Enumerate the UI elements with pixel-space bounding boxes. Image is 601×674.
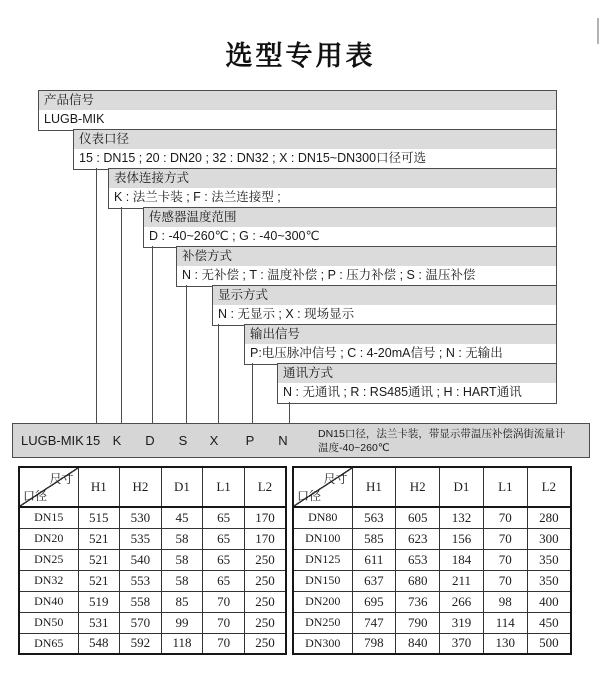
selector-header: 通讯方式 — [278, 364, 556, 383]
table-row — [293, 612, 571, 633]
dimension-cell: 170 — [244, 507, 286, 528]
diameter-cell: DN125 — [293, 549, 352, 570]
dimension-cell: 548 — [78, 633, 120, 654]
diameter-cell: DN150 — [293, 570, 352, 591]
dimension-cell: 250 — [244, 591, 286, 612]
corner-label-diameter: 口径 — [297, 489, 322, 503]
connector-line — [186, 285, 187, 423]
table-row — [19, 612, 286, 633]
selector-options: D : -40~260℃ ; G : -40~300℃ — [144, 227, 556, 247]
dimension-cell: 70 — [483, 528, 527, 549]
selector-options: N : 无补偿 ; T : 温度补偿 ; P : 压力补偿 ; S : 温压补偿 — [177, 266, 556, 286]
dimension-cell: 736 — [396, 591, 440, 612]
dimension-cell: 530 — [120, 507, 162, 528]
column-header: L1 — [483, 467, 527, 507]
dimension-cell: 790 — [396, 612, 440, 633]
dimension-cell: 592 — [120, 633, 162, 654]
dimension-cell: 99 — [161, 612, 203, 633]
dimension-cell: 540 — [120, 549, 162, 570]
connector-line — [96, 168, 97, 423]
example-description-line1: DN15口径，法兰卡装，带显示带温压补偿涡街流量计 — [318, 428, 566, 440]
code-display: X — [209, 433, 219, 448]
diameter-cell: DN25 — [19, 549, 78, 570]
selector-box-product-signal — [38, 90, 557, 131]
connector-line — [152, 246, 153, 423]
connector-line — [218, 324, 219, 423]
table-row — [19, 591, 286, 612]
connector-line — [252, 363, 253, 423]
column-header: D1 — [161, 467, 203, 507]
table-header-row — [293, 467, 571, 507]
selector-options: N : 无显示 ; X : 现场显示 — [213, 305, 556, 325]
connector-line — [289, 402, 290, 423]
diameter-cell: DN100 — [293, 528, 352, 549]
column-header: D1 — [440, 467, 484, 507]
selector-header: 表体连接方式 — [109, 169, 556, 188]
dimension-cell: 798 — [352, 633, 396, 654]
dimension-cell: 653 — [396, 549, 440, 570]
diameter-cell: DN50 — [19, 612, 78, 633]
dimension-cell: 250 — [244, 633, 286, 654]
dimension-cell: 70 — [203, 612, 245, 633]
diameter-cell: DN32 — [19, 570, 78, 591]
dimension-cell: 840 — [396, 633, 440, 654]
dimension-cell: 70 — [483, 549, 527, 570]
code-diameter: 15 — [85, 433, 101, 448]
dimension-cell: 400 — [527, 591, 571, 612]
example-description — [318, 427, 586, 455]
selector-options: K : 法兰卡装 ; F : 法兰连接型 ; — [109, 188, 556, 208]
dimension-cell: 130 — [483, 633, 527, 654]
dimension-cell: 680 — [396, 570, 440, 591]
page-title: 选型专用表 — [225, 41, 376, 71]
dimension-cell: 65 — [203, 549, 245, 570]
selector-header: 传感器温度范围 — [144, 208, 556, 227]
corner-size-diameter-cell — [293, 467, 352, 507]
selector-header: 显示方式 — [213, 286, 556, 305]
dimension-cell: 250 — [244, 570, 286, 591]
dimension-cell: 58 — [161, 549, 203, 570]
dimension-cell: 156 — [440, 528, 484, 549]
dimension-cell: 605 — [396, 507, 440, 528]
dimension-cell: 45 — [161, 507, 203, 528]
column-header: L1 — [203, 467, 245, 507]
dimension-cell: 319 — [440, 612, 484, 633]
selector-header: 输出信号 — [245, 325, 556, 344]
table-row — [19, 633, 286, 654]
dimension-cell: 350 — [527, 549, 571, 570]
corner-label-size: 尺寸 — [49, 472, 74, 486]
corner-label-diameter: 口径 — [23, 489, 48, 503]
selector-box-output-signal — [244, 324, 557, 365]
selector-options: P:电压脉冲信号 ; C : 4-20mA信号 ; N : 无输出 — [245, 344, 556, 364]
table-row — [293, 507, 571, 528]
selector-box-body-connection — [108, 168, 557, 209]
dimension-cell: 563 — [352, 507, 396, 528]
selector-box-display-mode — [212, 285, 557, 326]
dimension-cell: 570 — [120, 612, 162, 633]
dimension-cell: 70 — [203, 633, 245, 654]
diameter-cell: DN65 — [19, 633, 78, 654]
dimension-table-left — [18, 466, 287, 655]
dimension-cell: 521 — [78, 528, 120, 549]
diameter-cell: DN300 — [293, 633, 352, 654]
dimension-cell: 521 — [78, 570, 120, 591]
connector-line — [121, 207, 122, 423]
diameter-cell: DN20 — [19, 528, 78, 549]
corner-label-size: 尺寸 — [323, 472, 348, 486]
dimension-cell: 637 — [352, 570, 396, 591]
selector-options: LUGB-MIK — [39, 110, 556, 130]
selector-options: N : 无通讯 ; R : RS485通讯 ; H : HART通讯 — [278, 383, 556, 403]
dimension-cell: 58 — [161, 570, 203, 591]
dimension-cell: 250 — [244, 549, 286, 570]
dimension-cell: 114 — [483, 612, 527, 633]
dimension-cell: 118 — [161, 633, 203, 654]
column-header: H2 — [396, 467, 440, 507]
table-row — [19, 528, 286, 549]
dimension-cell: 98 — [483, 591, 527, 612]
dimension-cell: 70 — [483, 507, 527, 528]
dimension-cell: 65 — [203, 528, 245, 549]
diameter-cell: DN250 — [293, 612, 352, 633]
dimension-cell: 266 — [440, 591, 484, 612]
dimension-cell: 500 — [527, 633, 571, 654]
dimension-cell: 350 — [527, 570, 571, 591]
selector-options: 15 : DN15 ; 20 : DN20 ; 32 : DN32 ; X : DN15~DN300口径可选 — [74, 149, 556, 169]
selector-box-compensation — [176, 246, 557, 287]
selector-box-meter-diameter — [73, 129, 557, 170]
column-header: H1 — [352, 467, 396, 507]
dimension-cell: 58 — [161, 528, 203, 549]
diameter-cell: DN15 — [19, 507, 78, 528]
dimension-cell: 558 — [120, 591, 162, 612]
dimension-cell: 70 — [483, 570, 527, 591]
dimension-cell: 184 — [440, 549, 484, 570]
dimension-cell: 280 — [527, 507, 571, 528]
code-communication: N — [278, 433, 288, 448]
dimension-cell: 70 — [203, 591, 245, 612]
dimension-cell: 515 — [78, 507, 120, 528]
table-row — [293, 633, 571, 654]
dimension-cell: 300 — [527, 528, 571, 549]
dimension-cell: 65 — [203, 570, 245, 591]
dimension-cell: 535 — [120, 528, 162, 549]
table-row — [19, 549, 286, 570]
dimension-cell: 695 — [352, 591, 396, 612]
table-row — [19, 507, 286, 528]
selector-box-communication — [277, 363, 557, 404]
code-temp-range: D — [145, 433, 155, 448]
example-description-line2: 温度-40~260℃ — [318, 442, 390, 454]
scrollbar-fragment[interactable] — [597, 18, 599, 44]
dimension-cell: 250 — [244, 612, 286, 633]
dimension-cell: 65 — [203, 507, 245, 528]
dimension-cell: 132 — [440, 507, 484, 528]
table-header-row — [19, 467, 286, 507]
dimension-cell: 85 — [161, 591, 203, 612]
dimension-cell: 211 — [440, 570, 484, 591]
dimension-cell: 585 — [352, 528, 396, 549]
selector-box-sensor-temp-range — [143, 207, 557, 248]
column-header: L2 — [527, 467, 571, 507]
dimension-cell: 553 — [120, 570, 162, 591]
table-row — [293, 549, 571, 570]
column-header: H2 — [120, 467, 162, 507]
table-row — [19, 570, 286, 591]
example-code-row — [12, 423, 590, 458]
dimension-cell: 611 — [352, 549, 396, 570]
dimension-table-right — [292, 466, 572, 655]
corner-size-diameter-cell — [19, 467, 78, 507]
dimension-cell: 623 — [396, 528, 440, 549]
column-header: L2 — [244, 467, 286, 507]
dimension-cell: 450 — [527, 612, 571, 633]
selector-header: 补偿方式 — [177, 247, 556, 266]
dimension-cell: 519 — [78, 591, 120, 612]
code-compensation: S — [178, 433, 188, 448]
selector-header: 产品信号 — [39, 91, 556, 110]
dimension-cell: 747 — [352, 612, 396, 633]
diameter-cell: DN200 — [293, 591, 352, 612]
dimension-cell: 370 — [440, 633, 484, 654]
diameter-cell: DN40 — [19, 591, 78, 612]
code-output: P — [245, 433, 255, 448]
column-header: H1 — [78, 467, 120, 507]
table-row — [293, 528, 571, 549]
dimension-cell: 531 — [78, 612, 120, 633]
dimension-cell: 170 — [244, 528, 286, 549]
table-row — [293, 570, 571, 591]
code-connection: K — [112, 433, 122, 448]
diameter-cell: DN80 — [293, 507, 352, 528]
table-row — [293, 591, 571, 612]
dimension-cell: 521 — [78, 549, 120, 570]
selector-header: 仪表口径 — [74, 130, 556, 149]
model-prefix: LUGB-MIK — [21, 433, 84, 448]
